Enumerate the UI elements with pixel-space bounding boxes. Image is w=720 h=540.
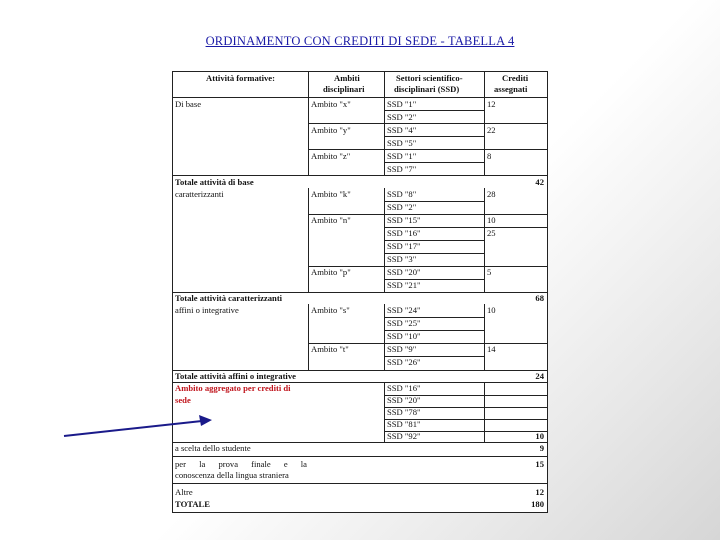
header-settori-1: Settori scientifico- — [396, 73, 463, 83]
ssd-cell: SSD "10" — [387, 331, 421, 341]
ssd-cell: SSD "16" — [387, 228, 421, 238]
ssd-cell: SSD "26" — [387, 357, 421, 367]
totale-label: TOTALE — [175, 499, 211, 509]
ssd-cell: SSD "7" — [387, 164, 417, 174]
altre-label: Altre — [175, 487, 193, 497]
ssd-cell: SSD "15" — [387, 215, 421, 225]
section-label-caratterizzanti: caratterizzanti — [175, 189, 224, 199]
ssd-cell: SSD "16" — [387, 383, 421, 393]
section-label-base: Di base — [175, 99, 202, 109]
header-ambiti-1: Ambiti — [334, 73, 360, 83]
prova-line1: per la prova finale e la — [175, 459, 307, 469]
ssd-cell: SSD "1" — [387, 99, 417, 109]
ssd-cell: SSD "78" — [387, 407, 421, 417]
ambito-name: Ambito "y" — [311, 125, 351, 135]
ssd-cell: SSD "8" — [387, 189, 417, 199]
ssd-cell: SSD "1" — [387, 151, 417, 161]
total-value-affini: 24 — [535, 371, 544, 381]
header-settori-2: disciplinari (SSD) — [394, 84, 460, 94]
ssd-cell: SSD "24" — [387, 305, 421, 315]
header-attivita: Attività formative: — [206, 73, 275, 83]
ssd-cell: SSD "4" — [387, 125, 417, 135]
header-ambiti-2: disciplinari — [323, 84, 365, 94]
prova-line2: conoscenza della lingua straniera — [175, 470, 289, 480]
total-value-base: 42 — [535, 177, 544, 187]
ambito-name: Ambito "s" — [311, 305, 350, 315]
ssd-cell: SSD "20" — [387, 267, 421, 277]
studente-label: a scelta dello studente — [175, 443, 251, 453]
prova-value: 15 — [535, 459, 544, 469]
total-label-affini: Totale attività affini o integrative — [175, 371, 296, 381]
header-crediti-2: assegnati — [494, 84, 528, 94]
studente-value: 9 — [539, 443, 544, 453]
sede-label-line1: Ambito aggregato per crediti di — [175, 383, 291, 393]
crediti-cell: 10 — [487, 305, 496, 315]
ssd-cell: SSD "2" — [387, 112, 417, 122]
total-label-caratterizzanti: Totale attività caratterizzanti — [175, 293, 283, 303]
ssd-cell: SSD "81" — [387, 419, 421, 429]
crediti-cell: 14 — [487, 344, 496, 354]
ssd-cell: SSD "25" — [387, 318, 421, 328]
page-title: ORDINAMENTO CON CREDITI DI SEDE - TABELLA 4 — [205, 34, 515, 48]
crediti-cell: 22 — [487, 125, 496, 135]
totale-value: 180 — [531, 499, 544, 509]
crediti-cell: 5 — [487, 267, 492, 277]
ssd-cell: SSD "2" — [387, 202, 417, 212]
ambito-name: Ambito "p" — [311, 267, 351, 277]
total-value-caratterizzanti: 68 — [535, 293, 544, 303]
crediti-cell: 12 — [487, 99, 496, 109]
total-value-sede: 10 — [535, 431, 544, 441]
ambito-name: Ambito "n" — [311, 215, 351, 225]
ssd-cell: SSD "92" — [387, 431, 421, 441]
ssd-cell: SSD "20" — [387, 395, 421, 405]
altre-value: 12 — [535, 487, 544, 497]
ssd-cell: SSD "3" — [387, 254, 417, 264]
section-label-affini: affini o integrative — [175, 305, 239, 315]
crediti-cell: 10 — [487, 215, 496, 225]
credits-table — [172, 71, 548, 513]
ssd-cell: SSD "17" — [387, 241, 421, 251]
total-label-base: Totale attività di base — [175, 177, 254, 187]
ssd-cell: SSD "21" — [387, 280, 421, 290]
ambito-name: Ambito "t" — [311, 344, 349, 354]
header-crediti-1: Crediti — [502, 73, 529, 83]
ambito-name: Ambito "k" — [311, 189, 351, 199]
crediti-cell: 8 — [487, 151, 492, 161]
sede-label-line2: sede — [175, 395, 191, 405]
ssd-cell: SSD "5" — [387, 138, 417, 148]
crediti-cell: 25 — [487, 228, 496, 238]
ambito-name: Ambito "x" — [311, 99, 351, 109]
crediti-cell: 28 — [487, 189, 496, 199]
ssd-cell: SSD "9" — [387, 344, 417, 354]
ambito-name: Ambito "z" — [311, 151, 351, 161]
